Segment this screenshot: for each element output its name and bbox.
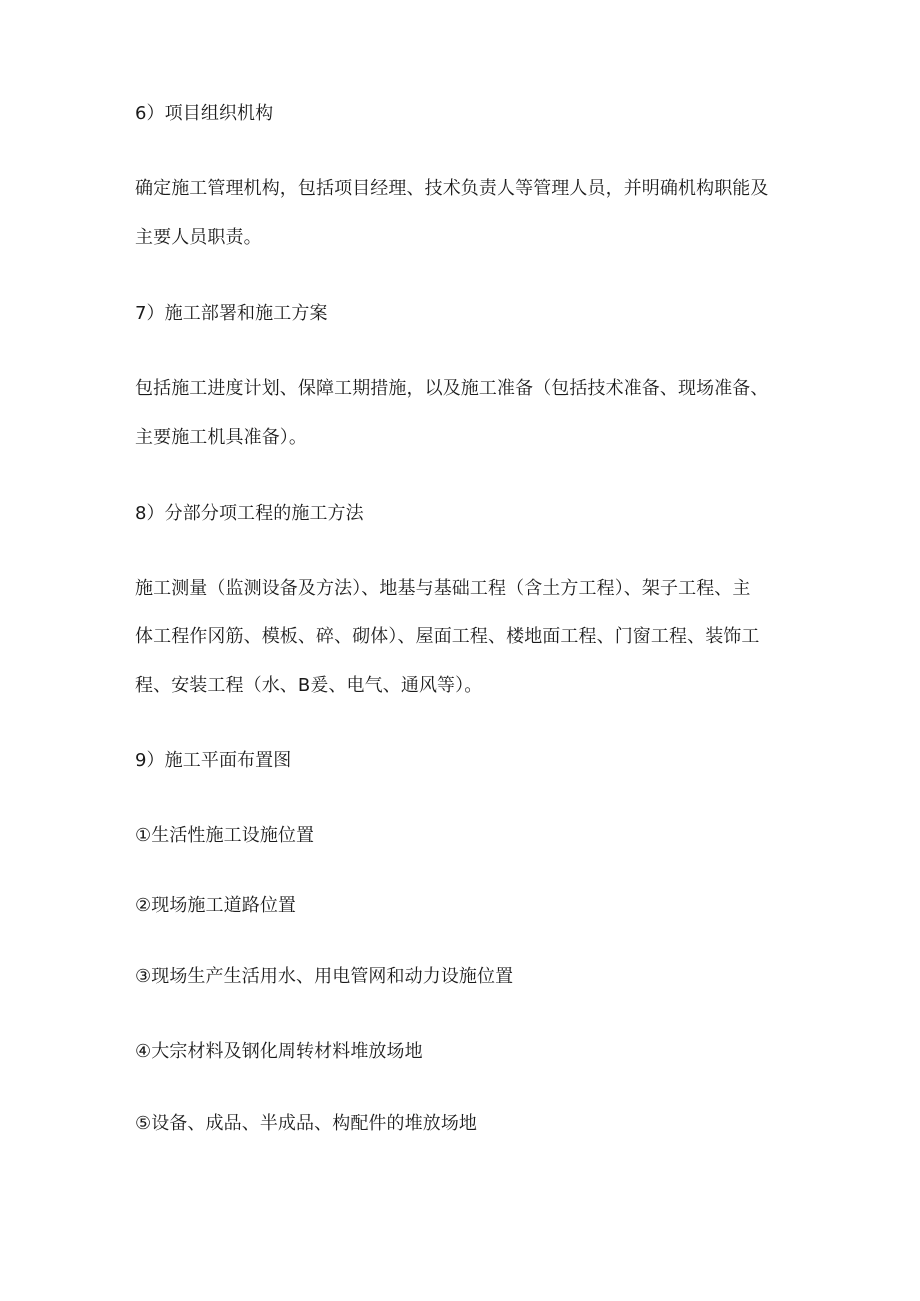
section-heading-7: 7）施工部署和施工方案 — [135, 303, 328, 324]
section-8-body-line-1: 施工测量（监测设备及方法）、地基与基础工程（含土方工程）、架子工程、主 — [135, 578, 751, 599]
list-item-1: ①生活性施工设施位置 — [135, 825, 315, 846]
section-7-body-line-2: 主要施工机具准备）。 — [135, 427, 307, 448]
list-item-4: ④大宗材料及钢化周转材料堆放场地 — [135, 1041, 423, 1062]
section-heading-6: 6）项目组织机构 — [135, 103, 274, 124]
section-6-body-line-2: 主要人员职责。 — [135, 227, 262, 248]
section-heading-9: 9）施工平面布置图 — [135, 750, 292, 771]
list-item-5: ⑤设备、成品、半成品、构配件的堆放场地 — [135, 1113, 478, 1134]
list-item-3: ③现场生产生活用水、用电管网和动力设施位置 — [135, 966, 514, 987]
section-7-body-line-1: 包括施工进度计划、保障工期措施，以及施工准备（包括技术准备、现场准备、 — [135, 378, 769, 399]
section-heading-8: 8）分部分项工程的施工方法 — [135, 503, 364, 524]
section-8-body-line-2: 体工程作冈筋、模板、碎、砌体）、屋面工程、楼地面工程、门窗工程、装饰工 — [135, 626, 760, 647]
section-8-body-line-3: 程、安装工程（水、B爰、电气、通风等）。 — [135, 675, 483, 696]
list-item-2: ②现场施工道路位置 — [135, 895, 297, 916]
section-6-body-line-1: 确定施工管理机构，包括项目经理、技术负责人等管理人员，并明确机构职能及 — [135, 178, 769, 199]
